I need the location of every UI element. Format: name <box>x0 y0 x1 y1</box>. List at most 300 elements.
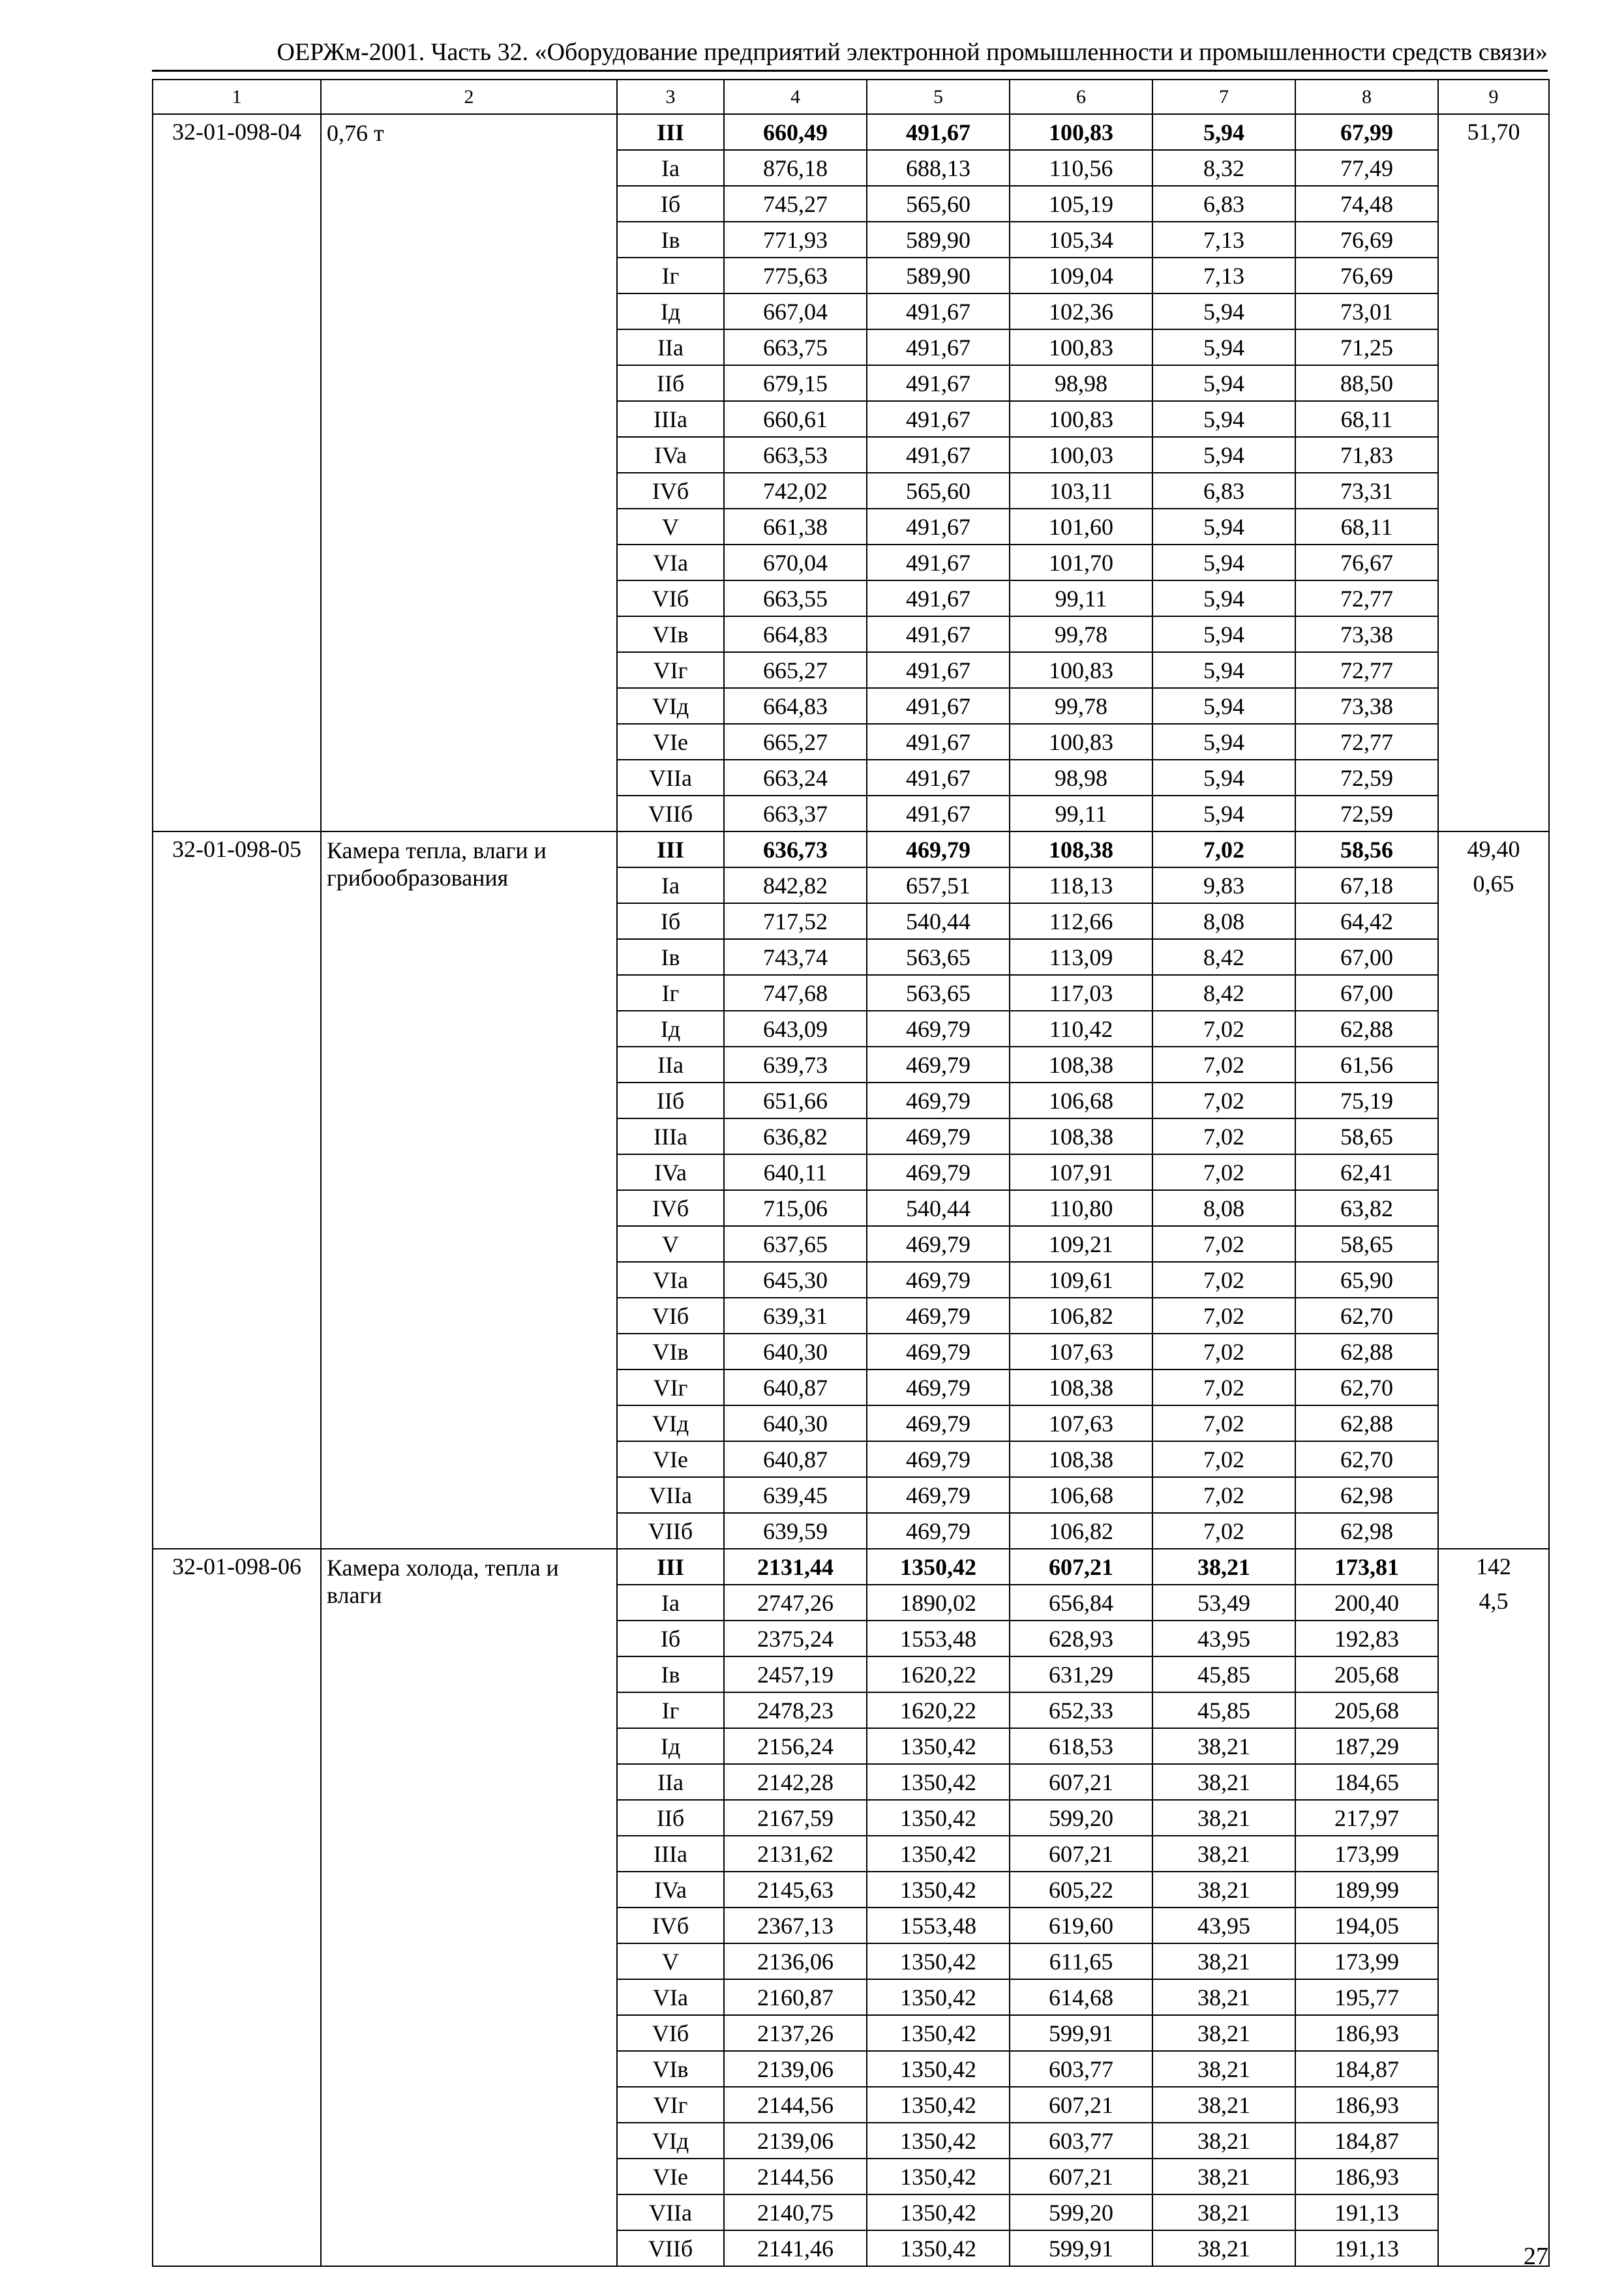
value-cell: 640,87 <box>724 1441 867 1477</box>
value-cell: 38,21 <box>1152 1728 1295 1764</box>
zone-cell: VIб <box>617 2015 724 2051</box>
value-cell: 599,20 <box>1010 1800 1152 1836</box>
value-cell: 2136,06 <box>724 1943 867 1979</box>
value-cell: 469,79 <box>867 1513 1010 1549</box>
value-cell: 665,27 <box>724 724 867 760</box>
value-cell: 43,95 <box>1152 1621 1295 1656</box>
value-cell: 76,67 <box>1295 545 1438 580</box>
value-cell: 109,04 <box>1010 258 1152 293</box>
zone-cell: IVб <box>617 473 724 509</box>
value-cell: 640,30 <box>724 1334 867 1369</box>
zone-cell: IIIa <box>617 1118 724 1154</box>
value-cell: 589,90 <box>867 222 1010 258</box>
value-cell: 2478,23 <box>724 1692 867 1728</box>
zone-cell: VIд <box>617 1405 724 1441</box>
value-cell: 186,93 <box>1295 2015 1438 2051</box>
value-cell: 640,11 <box>724 1154 867 1190</box>
value-cell: 217,97 <box>1295 1800 1438 1836</box>
value-cell: 191,13 <box>1295 2194 1438 2230</box>
value-cell: 8,08 <box>1152 903 1295 939</box>
value-cell: 491,67 <box>867 760 1010 796</box>
value-cell: 205,68 <box>1295 1692 1438 1728</box>
value-cell: 589,90 <box>867 258 1010 293</box>
column-number: 8 <box>1295 80 1438 114</box>
zone-cell: IIa <box>617 1764 724 1800</box>
value-cell: 631,29 <box>1010 1656 1152 1692</box>
value-cell: 715,06 <box>724 1190 867 1226</box>
zone-cell: III <box>617 114 724 150</box>
zone-cell: V <box>617 509 724 545</box>
value-cell: 469,79 <box>867 1369 1010 1405</box>
value-cell: 110,56 <box>1010 150 1152 186</box>
value-cell: 651,66 <box>724 1083 867 1118</box>
value-cell: 38,21 <box>1152 1800 1295 1836</box>
value-cell: 643,09 <box>724 1011 867 1047</box>
value-cell: 1350,42 <box>867 2159 1010 2194</box>
zone-cell: V <box>617 1943 724 1979</box>
value-cell: 7,02 <box>1152 1334 1295 1369</box>
value-cell: 565,60 <box>867 186 1010 222</box>
value-cell: 62,70 <box>1295 1298 1438 1334</box>
value-cell: 76,69 <box>1295 222 1438 258</box>
value-cell: 45,85 <box>1152 1692 1295 1728</box>
value-cell: 99,11 <box>1010 580 1152 616</box>
value-cell: 469,79 <box>867 1477 1010 1513</box>
value-cell: 607,21 <box>1010 1764 1152 1800</box>
value-cell: 614,68 <box>1010 1979 1152 2015</box>
item-name: Камера холода, тепла и влаги <box>321 1549 617 2266</box>
value-cell: 747,68 <box>724 975 867 1011</box>
running-header: ОЕРЖм-2001. Часть 32. «Оборудование предприятий электронной промышленности и промышленности средств связи» <box>277 38 1548 66</box>
value-cell: 469,79 <box>867 1154 1010 1190</box>
value-cell: 491,67 <box>867 293 1010 329</box>
value-cell: 72,59 <box>1295 796 1438 831</box>
value-cell: 7,02 <box>1152 1513 1295 1549</box>
value-cell: 117,03 <box>1010 975 1152 1011</box>
zone-cell: IIб <box>617 1800 724 1836</box>
value-cell: 38,21 <box>1152 2194 1295 2230</box>
value-cell: 2457,19 <box>724 1656 867 1692</box>
value-cell: 38,21 <box>1152 2015 1295 2051</box>
zone-cell: IIa <box>617 329 724 365</box>
value-cell: 491,67 <box>867 652 1010 688</box>
value-cell: 842,82 <box>724 867 867 903</box>
value-cell: 5,94 <box>1152 580 1295 616</box>
column-9-cell <box>1438 831 1549 1549</box>
page-number: 27 <box>1524 2243 1548 2270</box>
zone-cell: Iг <box>617 258 724 293</box>
value-cell: 67,00 <box>1295 975 1438 1011</box>
value-cell: 1350,42 <box>867 2230 1010 2266</box>
value-cell: 7,02 <box>1152 831 1295 867</box>
value-cell: 38,21 <box>1152 2051 1295 2087</box>
value-cell: 2375,24 <box>724 1621 867 1656</box>
table-row <box>153 831 1549 867</box>
value-cell: 107,91 <box>1010 1154 1152 1190</box>
value-cell: 62,88 <box>1295 1334 1438 1369</box>
value-cell: 1350,42 <box>867 2123 1010 2159</box>
value-cell: 53,49 <box>1152 1585 1295 1621</box>
zone-cell: VIв <box>617 616 724 652</box>
value-cell: 110,80 <box>1010 1190 1152 1226</box>
value-cell: 491,67 <box>867 329 1010 365</box>
column-number: 3 <box>617 80 724 114</box>
zone-cell: IVa <box>617 437 724 473</box>
value-cell: 8,08 <box>1152 1190 1295 1226</box>
value-cell: 5,94 <box>1152 293 1295 329</box>
value-cell: 5,94 <box>1152 616 1295 652</box>
value-cell: 656,84 <box>1010 1585 1152 1621</box>
value-cell: 38,21 <box>1152 2159 1295 2194</box>
value-cell: 184,87 <box>1295 2051 1438 2087</box>
value-cell: 45,85 <box>1152 1656 1295 1692</box>
value-cell: 107,63 <box>1010 1334 1152 1369</box>
value-cell: 62,41 <box>1295 1154 1438 1190</box>
value-cell: 663,24 <box>724 760 867 796</box>
item-code: 32-01-098-04 <box>153 114 321 831</box>
value-cell: 58,65 <box>1295 1118 1438 1154</box>
value-cell: 491,67 <box>867 796 1010 831</box>
column-9-value: 49,40 <box>1467 836 1520 862</box>
zone-cell: IVa <box>617 1154 724 1190</box>
zone-cell: VIIб <box>617 1513 724 1549</box>
zone-cell: Iд <box>617 1011 724 1047</box>
value-cell: 106,68 <box>1010 1083 1152 1118</box>
value-cell: 1350,42 <box>867 1549 1010 1585</box>
value-cell: 664,83 <box>724 616 867 652</box>
zone-cell: VIa <box>617 1979 724 2015</box>
value-cell: 5,94 <box>1152 437 1295 473</box>
value-cell: 9,83 <box>1152 867 1295 903</box>
value-cell: 103,11 <box>1010 473 1152 509</box>
zone-cell: VIб <box>617 1298 724 1334</box>
zone-cell: IVб <box>617 1190 724 1226</box>
value-cell: 469,79 <box>867 1118 1010 1154</box>
value-cell: 7,13 <box>1152 258 1295 293</box>
value-cell: 8,42 <box>1152 939 1295 975</box>
value-cell: 100,83 <box>1010 114 1152 150</box>
column-number: 4 <box>724 80 867 114</box>
value-cell: 491,67 <box>867 580 1010 616</box>
zone-cell: VIд <box>617 2123 724 2159</box>
value-cell: 469,79 <box>867 1405 1010 1441</box>
price-table <box>152 79 1550 2267</box>
value-cell: 663,37 <box>724 796 867 831</box>
value-cell: 491,67 <box>867 688 1010 724</box>
item-code: 32-01-098-05 <box>153 831 321 1549</box>
value-cell: 67,99 <box>1295 114 1438 150</box>
value-cell: 71,25 <box>1295 329 1438 365</box>
value-cell: 108,38 <box>1010 1441 1152 1477</box>
value-cell: 98,98 <box>1010 760 1152 796</box>
value-cell: 105,19 <box>1010 186 1152 222</box>
zone-cell: V <box>617 1226 724 1262</box>
zone-cell: IIб <box>617 1083 724 1118</box>
value-cell: 112,66 <box>1010 903 1152 939</box>
value-cell: 639,31 <box>724 1298 867 1334</box>
zone-cell: VIa <box>617 1262 724 1298</box>
value-cell: 491,67 <box>867 616 1010 652</box>
value-cell: 1350,42 <box>867 1728 1010 1764</box>
value-cell: 1350,42 <box>867 1943 1010 1979</box>
zone-cell: Iв <box>617 222 724 258</box>
column-number: 7 <box>1152 80 1295 114</box>
value-cell: 2141,46 <box>724 2230 867 2266</box>
value-cell: 73,38 <box>1295 688 1438 724</box>
value-cell: 5,94 <box>1152 724 1295 760</box>
value-cell: 2747,26 <box>724 1585 867 1621</box>
value-cell: 639,59 <box>724 1513 867 1549</box>
value-cell: 639,45 <box>724 1477 867 1513</box>
column-9-value: 51,70 <box>1467 119 1520 145</box>
value-cell: 565,60 <box>867 473 1010 509</box>
value-cell: 5,94 <box>1152 114 1295 150</box>
value-cell: 1620,22 <box>867 1656 1010 1692</box>
value-cell: 100,83 <box>1010 724 1152 760</box>
value-cell: 187,29 <box>1295 1728 1438 1764</box>
value-cell: 637,65 <box>724 1226 867 1262</box>
zone-cell: VIIб <box>617 2230 724 2266</box>
value-cell: 6,83 <box>1152 186 1295 222</box>
value-cell: 657,51 <box>867 867 1010 903</box>
zone-cell: VIa <box>617 545 724 580</box>
value-cell: 540,44 <box>867 903 1010 939</box>
value-cell: 667,04 <box>724 293 867 329</box>
value-cell: 607,21 <box>1010 2087 1152 2123</box>
zone-cell: Iб <box>617 1621 724 1656</box>
zone-cell: Ia <box>617 867 724 903</box>
value-cell: 106,82 <box>1010 1298 1152 1334</box>
value-cell: 469,79 <box>867 1262 1010 1298</box>
value-cell: 491,67 <box>867 545 1010 580</box>
value-cell: 105,34 <box>1010 222 1152 258</box>
value-cell: 2137,26 <box>724 2015 867 2051</box>
value-cell: 173,99 <box>1295 1943 1438 1979</box>
value-cell: 1350,42 <box>867 1836 1010 1872</box>
value-cell: 1553,48 <box>867 1908 1010 1943</box>
value-cell: 62,70 <box>1295 1441 1438 1477</box>
value-cell: 469,79 <box>867 1083 1010 1118</box>
zone-cell: VIIб <box>617 796 724 831</box>
value-cell: 58,56 <box>1295 831 1438 867</box>
value-cell: 191,13 <box>1295 2230 1438 2266</box>
value-cell: 540,44 <box>867 1190 1010 1226</box>
zone-cell: Iг <box>617 975 724 1011</box>
value-cell: 660,61 <box>724 401 867 437</box>
value-cell: 61,56 <box>1295 1047 1438 1083</box>
value-cell: 611,65 <box>1010 1943 1152 1979</box>
value-cell: 5,94 <box>1152 365 1295 401</box>
value-cell: 2139,06 <box>724 2051 867 2087</box>
value-cell: 72,59 <box>1295 760 1438 796</box>
table-body <box>153 80 1549 2266</box>
zone-cell: VIв <box>617 2051 724 2087</box>
value-cell: 62,70 <box>1295 1369 1438 1405</box>
column-number: 1 <box>153 80 321 114</box>
value-cell: 67,00 <box>1295 939 1438 975</box>
value-cell: 599,91 <box>1010 2015 1152 2051</box>
value-cell: 636,73 <box>724 831 867 867</box>
value-cell: 469,79 <box>867 1441 1010 1477</box>
value-cell: 106,82 <box>1010 1513 1152 1549</box>
value-cell: 1890,02 <box>867 1585 1010 1621</box>
zone-cell: VIг <box>617 1369 724 1405</box>
zone-cell: VIб <box>617 580 724 616</box>
zone-cell: Iб <box>617 903 724 939</box>
value-cell: 7,02 <box>1152 1477 1295 1513</box>
value-cell: 186,93 <box>1295 2087 1438 2123</box>
table-row <box>153 1549 1549 1585</box>
header-rule <box>152 70 1548 72</box>
value-cell: 2140,75 <box>724 2194 867 2230</box>
zone-cell: VIг <box>617 652 724 688</box>
value-cell: 2145,63 <box>724 1872 867 1908</box>
value-cell: 491,67 <box>867 509 1010 545</box>
column-9-cell <box>1438 114 1549 831</box>
value-cell: 1350,42 <box>867 1764 1010 1800</box>
zone-cell: IVб <box>617 1908 724 1943</box>
value-cell: 38,21 <box>1152 1872 1295 1908</box>
value-cell: 99,11 <box>1010 796 1152 831</box>
value-cell: 38,21 <box>1152 1979 1295 2015</box>
value-cell: 77,49 <box>1295 150 1438 186</box>
value-cell: 107,63 <box>1010 1405 1152 1441</box>
value-cell: 38,21 <box>1152 1836 1295 1872</box>
value-cell: 663,75 <box>724 329 867 365</box>
zone-cell: VIIa <box>617 760 724 796</box>
zone-cell: Iв <box>617 939 724 975</box>
column-9-value: 142 <box>1476 1553 1511 1579</box>
value-cell: 106,68 <box>1010 1477 1152 1513</box>
value-cell: 743,74 <box>724 939 867 975</box>
value-cell: 62,98 <box>1295 1513 1438 1549</box>
column-number: 6 <box>1010 80 1152 114</box>
value-cell: 1350,42 <box>867 1800 1010 1836</box>
value-cell: 665,27 <box>724 652 867 688</box>
value-cell: 73,01 <box>1295 293 1438 329</box>
value-cell: 7,02 <box>1152 1047 1295 1083</box>
value-cell: 98,98 <box>1010 365 1152 401</box>
value-cell: 6,83 <box>1152 473 1295 509</box>
value-cell: 100,83 <box>1010 329 1152 365</box>
value-cell: 7,13 <box>1152 222 1295 258</box>
value-cell: 200,40 <box>1295 1585 1438 1621</box>
zone-cell: Iд <box>617 293 724 329</box>
value-cell: 7,02 <box>1152 1405 1295 1441</box>
column-number-row <box>153 80 1549 114</box>
value-cell: 7,02 <box>1152 1262 1295 1298</box>
zone-cell: Ia <box>617 150 724 186</box>
value-cell: 640,30 <box>724 1405 867 1441</box>
value-cell: 67,18 <box>1295 867 1438 903</box>
zone-cell: IIб <box>617 365 724 401</box>
item-name: 0,76 т <box>321 114 617 831</box>
value-cell: 599,91 <box>1010 2230 1152 2266</box>
value-cell: 618,53 <box>1010 1728 1152 1764</box>
value-cell: 100,83 <box>1010 401 1152 437</box>
value-cell: 670,04 <box>724 545 867 580</box>
value-cell: 2167,59 <box>724 1800 867 1836</box>
value-cell: 563,65 <box>867 939 1010 975</box>
value-cell: 7,02 <box>1152 1226 1295 1262</box>
value-cell: 5,94 <box>1152 509 1295 545</box>
value-cell: 63,82 <box>1295 1190 1438 1226</box>
column-9-cell <box>1438 1549 1549 2266</box>
value-cell: 1350,42 <box>867 1979 1010 2015</box>
value-cell: 64,42 <box>1295 903 1438 939</box>
value-cell: 1350,42 <box>867 2194 1010 2230</box>
value-cell: 73,38 <box>1295 616 1438 652</box>
value-cell: 2144,56 <box>724 2087 867 2123</box>
value-cell: 2144,56 <box>724 2159 867 2194</box>
zone-cell: VIг <box>617 2087 724 2123</box>
value-cell: 2131,44 <box>724 1549 867 1585</box>
value-cell: 2156,24 <box>724 1728 867 1764</box>
value-cell: 7,02 <box>1152 1083 1295 1118</box>
value-cell: 72,77 <box>1295 652 1438 688</box>
value-cell: 679,15 <box>724 365 867 401</box>
zone-cell: Iг <box>617 1692 724 1728</box>
value-cell: 491,67 <box>867 437 1010 473</box>
value-cell: 186,93 <box>1295 2159 1438 2194</box>
zone-cell: IIa <box>617 1047 724 1083</box>
value-cell: 5,94 <box>1152 652 1295 688</box>
value-cell: 194,05 <box>1295 1908 1438 1943</box>
zone-cell: Iд <box>617 1728 724 1764</box>
value-cell: 652,33 <box>1010 1692 1152 1728</box>
value-cell: 663,55 <box>724 580 867 616</box>
value-cell: 118,13 <box>1010 867 1152 903</box>
value-cell: 102,36 <box>1010 293 1152 329</box>
value-cell: 661,38 <box>724 509 867 545</box>
value-cell: 173,81 <box>1295 1549 1438 1585</box>
value-cell: 184,65 <box>1295 1764 1438 1800</box>
value-cell: 38,21 <box>1152 1764 1295 1800</box>
value-cell: 8,42 <box>1152 975 1295 1011</box>
value-cell: 645,30 <box>724 1262 867 1298</box>
item-code: 32-01-098-06 <box>153 1549 321 2266</box>
value-cell: 5,94 <box>1152 545 1295 580</box>
value-cell: 2139,06 <box>724 2123 867 2159</box>
value-cell: 109,61 <box>1010 1262 1152 1298</box>
value-cell: 38,21 <box>1152 2230 1295 2266</box>
value-cell: 491,67 <box>867 724 1010 760</box>
value-cell: 2142,28 <box>724 1764 867 1800</box>
value-cell: 5,94 <box>1152 401 1295 437</box>
value-cell: 7,02 <box>1152 1118 1295 1154</box>
value-cell: 100,83 <box>1010 652 1152 688</box>
zone-cell: Iв <box>617 1656 724 1692</box>
value-cell: 1350,42 <box>867 2051 1010 2087</box>
value-cell: 7,02 <box>1152 1298 1295 1334</box>
item-name: Камера тепла, влаги и грибообразования <box>321 831 617 1549</box>
value-cell: 38,21 <box>1152 1549 1295 1585</box>
value-cell: 619,60 <box>1010 1908 1152 1943</box>
value-cell: 192,83 <box>1295 1621 1438 1656</box>
value-cell: 7,02 <box>1152 1369 1295 1405</box>
value-cell: 74,48 <box>1295 186 1438 222</box>
value-cell: 38,21 <box>1152 2123 1295 2159</box>
value-cell: 62,88 <box>1295 1405 1438 1441</box>
value-cell: 100,03 <box>1010 437 1152 473</box>
value-cell: 99,78 <box>1010 688 1152 724</box>
value-cell: 469,79 <box>867 1298 1010 1334</box>
column-number: 9 <box>1438 80 1549 114</box>
zone-cell: III <box>617 1549 724 1585</box>
value-cell: 189,99 <box>1295 1872 1438 1908</box>
value-cell: 76,69 <box>1295 258 1438 293</box>
value-cell: 876,18 <box>724 150 867 186</box>
